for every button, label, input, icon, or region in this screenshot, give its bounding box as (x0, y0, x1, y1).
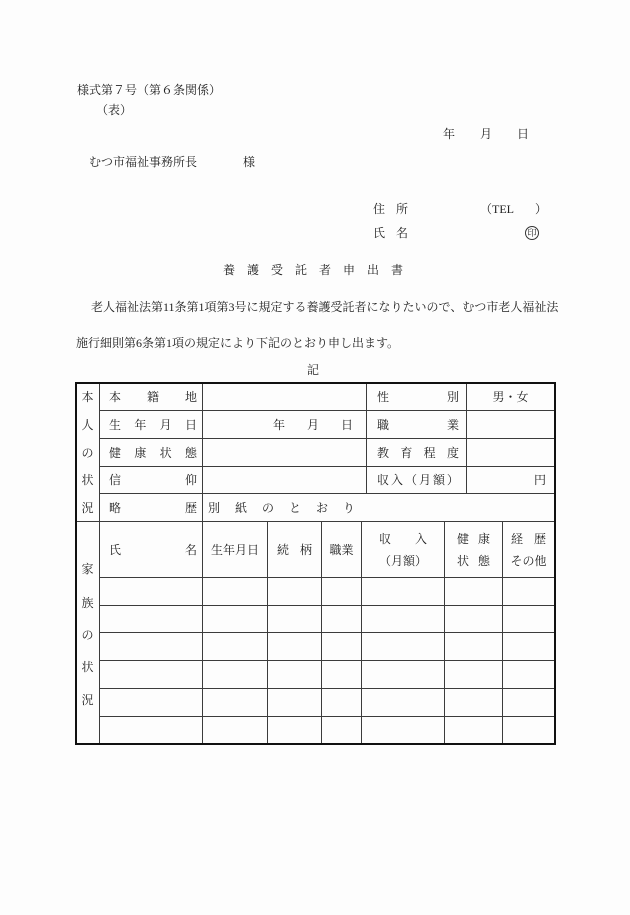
family-cell-birthdate[interactable] (203, 606, 268, 633)
honseki-value[interactable] (203, 383, 367, 411)
birthdate-label (100, 418, 202, 432)
label-glyph: 名 (184, 542, 197, 557)
family-cell-health[interactable] (445, 661, 503, 689)
career-value-cell[interactable] (203, 494, 555, 522)
label-glyph: 年 (134, 417, 147, 432)
label-glyph: り (342, 500, 355, 515)
label-glyph: 住 (373, 202, 386, 216)
label-glyph: 入 (414, 531, 427, 546)
vertical-label-glyph: の (81, 446, 94, 460)
birthdate-day: 日 (340, 417, 353, 432)
tel-close: ） (535, 202, 548, 216)
family-cell-career[interactable] (503, 606, 555, 633)
family-cell-relation[interactable] (268, 717, 322, 744)
education-label-cell (367, 439, 467, 467)
label-glyph: 度 (446, 445, 459, 460)
family-cell-health[interactable] (445, 717, 503, 744)
occupation-value[interactable] (467, 411, 555, 439)
family-cell-occupation[interactable] (322, 578, 362, 606)
family-header-occupation: 職業 (322, 522, 362, 578)
family-cell-occupation[interactable] (322, 661, 362, 689)
birthdate-month: 月 (306, 417, 319, 432)
label-glyph: 所 (395, 202, 408, 216)
family-cell-career[interactable] (503, 633, 555, 661)
family-cell-relation[interactable] (268, 633, 322, 661)
family-header-name-label (100, 543, 202, 557)
label-glyph: 本 (109, 389, 122, 404)
label-glyph: 態 (477, 553, 490, 568)
family-cell-name[interactable] (100, 661, 203, 689)
income-value[interactable]: 円 (467, 467, 555, 494)
family-cell-birthdate[interactable] (203, 578, 268, 606)
label-glyph: 教 (377, 445, 390, 460)
name-label (373, 226, 408, 240)
family-header-career-line2: その他 (510, 553, 547, 568)
label-glyph: の (261, 500, 274, 515)
label-glyph: 状 (159, 445, 172, 460)
family-header-income-line2: （月額） (378, 553, 427, 568)
family-cell-income[interactable] (362, 661, 445, 689)
family-header-health-line1 (445, 528, 502, 550)
label-glyph: 別 (208, 500, 221, 515)
date-day-label: 日 (517, 127, 530, 141)
vertical-label-glyph: 族 (81, 596, 94, 610)
vertical-label-glyph: 本 (81, 390, 94, 404)
family-cell-income[interactable] (362, 578, 445, 606)
label-glyph: 紙 (234, 500, 247, 515)
career-label-cell (100, 494, 203, 522)
family-cell-name[interactable] (100, 606, 203, 633)
education-value[interactable] (467, 439, 555, 467)
family-cell-career[interactable] (503, 578, 555, 606)
family-cell-occupation[interactable] (322, 633, 362, 661)
label-glyph: 月 (418, 473, 431, 487)
label-glyph: 健 (109, 445, 122, 460)
family-cell-income[interactable] (362, 717, 445, 744)
label-glyph: 地 (184, 389, 197, 404)
label-glyph: 信 (109, 473, 122, 487)
label-glyph: 柄 (299, 542, 312, 557)
label-glyph: 別 (446, 389, 459, 404)
family-header-relation-label (268, 543, 321, 557)
family-cell-health[interactable] (445, 689, 503, 717)
tel-label: （TEL (480, 202, 514, 216)
birthdate-label-cell (100, 411, 203, 439)
family-header-career-line1 (503, 528, 554, 550)
body-line-2: 施行細則第6条第1項の規定により下記のとおり申し出ます。 (76, 336, 400, 350)
family-cell-career[interactable] (503, 717, 555, 744)
family-cell-occupation[interactable] (322, 606, 362, 633)
vertical-label-glyph: 況 (81, 501, 94, 515)
label-glyph: 康 (134, 445, 147, 460)
career-label (100, 501, 202, 515)
label-glyph: 氏 (109, 542, 122, 557)
label-glyph: 育 (400, 445, 413, 460)
label-glyph: 籍 (146, 389, 159, 404)
family-cell-birthdate[interactable] (203, 717, 268, 744)
label-glyph: 収 (377, 473, 390, 487)
label-glyph: 健 (457, 531, 470, 546)
family-cell-relation[interactable] (268, 578, 322, 606)
vertical-label-glyph: の (81, 628, 94, 642)
family-cell-name[interactable] (100, 633, 203, 661)
honseki-label-cell (100, 383, 203, 411)
family-header-health (445, 522, 503, 578)
label-glyph: 経 (511, 531, 524, 546)
label-glyph: 収 (379, 531, 392, 546)
family-cell-health[interactable] (445, 578, 503, 606)
health-label-cell (100, 439, 203, 467)
family-cell-birthdate[interactable] (203, 633, 268, 661)
sex-label-cell (367, 383, 467, 411)
label-glyph: 康 (477, 531, 490, 546)
label-glyph: 略 (109, 500, 122, 515)
family-cell-health[interactable] (445, 633, 503, 661)
addressee-name: むつ市福祉事務所長 (89, 155, 198, 169)
honseki-label (100, 390, 202, 404)
religion-label-cell (100, 467, 203, 494)
birthdate-value-parts (273, 418, 353, 432)
religion-value[interactable] (203, 467, 367, 494)
label-glyph: と (288, 500, 301, 515)
label-glyph: 生 (109, 417, 122, 432)
label-glyph: 職 (377, 417, 390, 432)
family-header-birthdate: 生年月日 (203, 522, 268, 578)
income-label (367, 473, 466, 487)
birthdate-value[interactable] (203, 411, 367, 439)
addressee-honorific: 様 (243, 155, 256, 169)
family-header-career (503, 522, 555, 578)
application-table (76, 383, 555, 744)
label-glyph: 性 (377, 389, 390, 404)
label-glyph: 入 (390, 473, 403, 487)
label-glyph: 続 (277, 542, 290, 557)
family-cell-name[interactable] (100, 689, 203, 717)
vertical-label-glyph: 状 (81, 473, 94, 487)
family-header-income-line1 (362, 528, 444, 550)
form-side: （表） (96, 103, 133, 117)
label-glyph: 額 (432, 473, 445, 487)
birthdate-year: 年 (273, 417, 286, 432)
family-cell-income[interactable] (362, 606, 445, 633)
label-glyph: 仰 (184, 473, 197, 487)
label-glyph: お (315, 500, 328, 515)
label-glyph: 歴 (533, 531, 546, 546)
date-year-label: 年 (443, 127, 456, 141)
occupation-label-cell (367, 411, 467, 439)
family-cell-career[interactable] (503, 661, 555, 689)
label-glyph: 業 (446, 417, 459, 432)
label-glyph: ） (446, 473, 459, 487)
family-cell-occupation[interactable] (322, 717, 362, 744)
body-line-1: 老人福祉法第11条第1項第3号に規定する養護受託者になりたいので、むつ市老人福祉法 (91, 300, 559, 314)
career-value (208, 501, 355, 515)
label-glyph: 態 (184, 445, 197, 460)
family-cell-relation[interactable] (268, 661, 322, 689)
seal-icon: 印 (525, 226, 539, 240)
health-label (100, 446, 202, 460)
self-section-label-cell (76, 383, 100, 522)
family-cell-income[interactable] (362, 689, 445, 717)
family-cell-birthdate[interactable] (203, 661, 268, 689)
family-cell-income[interactable] (362, 633, 445, 661)
family-cell-relation[interactable] (268, 606, 322, 633)
family-header-name (100, 522, 203, 578)
vertical-label-glyph: 状 (81, 660, 94, 674)
date-month-label: 月 (480, 127, 493, 141)
label-glyph: 日 (184, 417, 197, 432)
family-cell-name[interactable] (100, 578, 203, 606)
family-cell-relation[interactable] (268, 689, 322, 717)
education-label (367, 446, 466, 460)
family-header-relation (268, 522, 322, 578)
form-number: 様式第７号（第６条関係） (77, 83, 222, 97)
family-cell-birthdate[interactable] (203, 689, 268, 717)
family-header-income (362, 522, 445, 578)
vertical-label-glyph: 況 (81, 693, 94, 707)
ki-label: 記 (307, 363, 320, 377)
self-section-label (76, 383, 99, 521)
label-glyph: 月 (159, 417, 172, 432)
sex-value[interactable]: 男・女 (467, 383, 555, 411)
label-glyph: 名 (395, 226, 408, 240)
label-glyph: （ (404, 473, 417, 487)
label-glyph: 程 (423, 445, 436, 460)
religion-label (100, 473, 202, 487)
family-cell-occupation[interactable] (322, 689, 362, 717)
label-glyph: 氏 (373, 226, 386, 240)
family-cell-name[interactable] (100, 717, 203, 744)
vertical-label-glyph: 人 (81, 418, 94, 432)
vertical-label-glyph: 家 (81, 562, 94, 576)
family-cell-career[interactable] (503, 689, 555, 717)
income-label-cell (367, 467, 467, 494)
occupation-label (367, 418, 466, 432)
label-glyph: 状 (457, 553, 470, 568)
family-cell-health[interactable] (445, 606, 503, 633)
document-title: 養護受託者申出書 (223, 263, 416, 277)
sex-label (367, 390, 466, 404)
health-value[interactable] (203, 439, 367, 467)
label-glyph: 歴 (184, 500, 197, 515)
family-section-label-cell (76, 522, 100, 744)
family-header-health-line2 (445, 550, 502, 572)
address-label (373, 202, 408, 216)
family-section-label (76, 522, 99, 743)
